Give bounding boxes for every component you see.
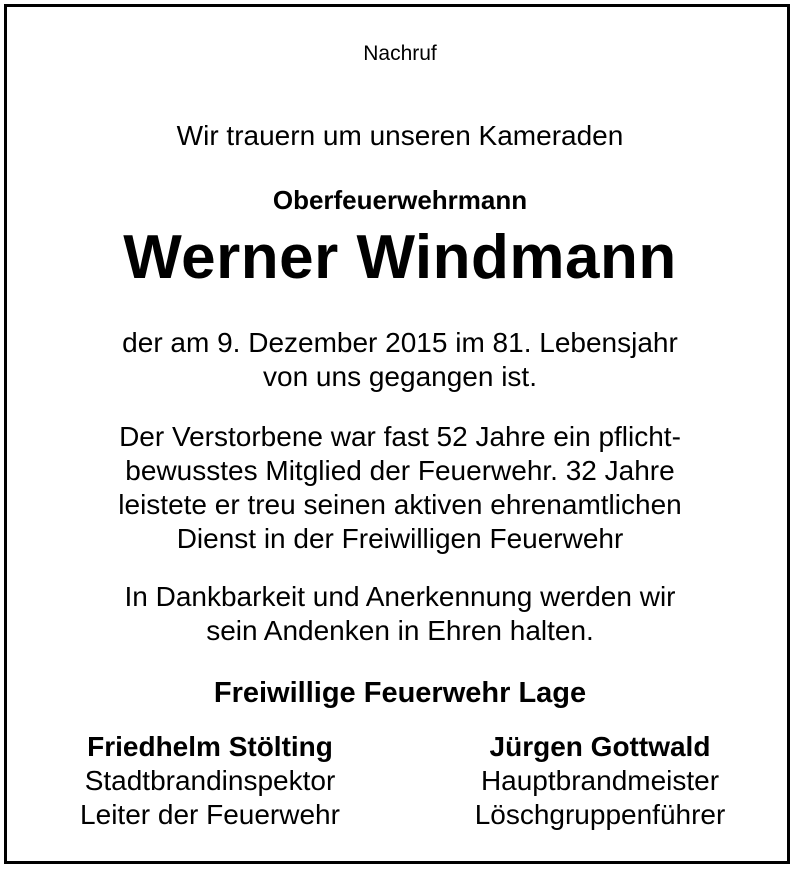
paragraph-line: sein Andenken in Ehren halten. xyxy=(206,615,594,646)
signatory-title: Hauptbrandmeister xyxy=(480,765,720,796)
intro-text: Wir trauern um unseren Kameraden xyxy=(176,120,624,151)
signatory-title: Stadtbrandinspektor xyxy=(84,765,336,796)
deceased-rank: Oberfeuerwehrmann xyxy=(272,185,528,215)
notice-caption: Nachruf xyxy=(363,42,437,65)
death-paragraph xyxy=(0,326,800,394)
paragraph-line: leistete er treu seinen aktiven ehrenamtlichen xyxy=(118,489,682,520)
paragraph-line: bewusstes Mitglied der Feuerwehr. 32 Jahre xyxy=(125,455,675,486)
signatory-right xyxy=(420,730,780,832)
organization-name: Freiwillige Feuerwehr Lage xyxy=(213,677,587,709)
signatory-name: Friedhelm Stölting xyxy=(87,731,333,762)
paragraph-line: der am 9. Dezember 2015 im 81. Lebensjahr xyxy=(122,327,678,358)
signatory-role: Löschgruppenführer xyxy=(474,799,726,830)
deceased-name: Werner Windmann xyxy=(123,223,677,292)
gratitude-paragraph xyxy=(0,580,800,648)
paragraph-line: von uns gegangen ist. xyxy=(263,361,537,392)
signatory-name: Jürgen Gottwald xyxy=(489,731,711,762)
paragraph-line: Dienst in der Freiwilligen Feuerwehr xyxy=(176,523,624,554)
paragraph-line: In Dankbarkeit und Anerkennung werden wir xyxy=(124,581,676,612)
paragraph-line: Der Verstorbene war fast 52 Jahre ein pflicht- xyxy=(119,421,681,452)
service-paragraph xyxy=(0,420,800,556)
signatory-role: Leiter der Feuerwehr xyxy=(80,799,340,830)
signatory-left xyxy=(30,730,390,832)
